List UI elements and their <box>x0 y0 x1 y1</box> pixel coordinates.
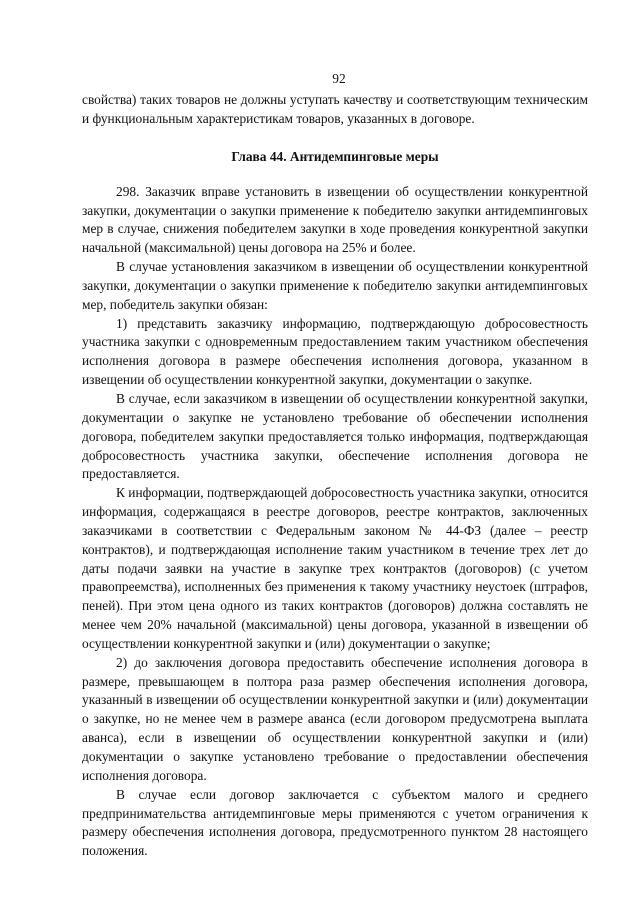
paragraph-no-security-requirement: В случае, если заказчиком в извещении об осуществлении конкурентной закупки, документации о закупке не установлено требование об обеспечении исполнения договора, победителем закупки предоставляется только информация, подтверждающая добросовестность участника закупки, обеспечение исполнения договора не предоставляется. <box>82 390 588 482</box>
paragraph-good-faith-info: К информации, подтверждающей добросовестность участника закупки, относится информация, содержащаяся в реестре договоров, реестре контрактов, заключенных заказчиками в соответствии с Федеральным законом № 44-ФЗ (далее – реестр контрактов), и подтверждающая исполнение таким участником в течение трех лет до даты подачи заявки на участие в закупке трех контрактов (договоров) (с учетом правопреемства), исполненных без применения к такому участнику неустоек (штрафов, пеней). При этом цена одного из таких контрактов (договоров) должна составлять не менее чем 20% начальной (максимальной) цены договора, указанной в извещении об осуществлении конкурентной закупки и (или) документации о закупке; <box>82 485 588 651</box>
paragraph-obligations-intro: В случае установления заказчиком в извещении об осуществлении конкурентной закупки, документации о закупки применение к победителю закупки антидемпинговых мер, победитель закупки обязан: <box>82 259 588 312</box>
paragraph-item-2: 2) до заключения договора предоставить обеспечение исполнения договора в размере, превышающем в полтора раза размер обеспечения исполнения договора, указанный в извещении об осуществлении конкурентной закупки и (или) документации о закупке, но не менее чем в размере аванса (если договором предусмотрена выплата аванса), если в извещении об осуществлении конкурентной закупки и (или) документации о закупке установлено требование о предоставлении обеспечения исполнения договора. <box>82 654 588 783</box>
paragraph-sme: В случае если договор заключается с субъектом малого и среднего предпринимательства антидемпинговые меры применяются с учетом ограничения к размеру обеспечения исполнения договора, предусмотренного пунктом 28 настоящего положения. <box>82 786 588 859</box>
chapter-title: Глава 44. Антидемпинговые меры <box>231 148 439 164</box>
paragraph-298: 298. Заказчик вправе установить в извещении об осуществлении конкурентной закупки, документации о закупки применение к победителю закупки антидемпинговых мер в случае, снижения победителем закупки в ходе проведения конкурентной закупки начальной (максимальной) цены договора на 25% и более. <box>82 183 588 256</box>
paragraph-item-1: 1) представить заказчику информацию, подтверждающую добросовестность участника закупки с одновременным предоставлением таким участником обеспечения исполнения договора в размере обеспечения исполнения договора, указанном в извещении об осуществлении конкурентной закупки, документации о закупке. <box>82 315 588 388</box>
document-page <box>82 70 588 861</box>
paragraph-continuation: свойства) таких товаров не должны уступать качеству и соответствующим техническим и функциональным характеристикам товаров, указанных в договоре. <box>82 92 588 126</box>
page-number: 92 <box>332 71 346 86</box>
